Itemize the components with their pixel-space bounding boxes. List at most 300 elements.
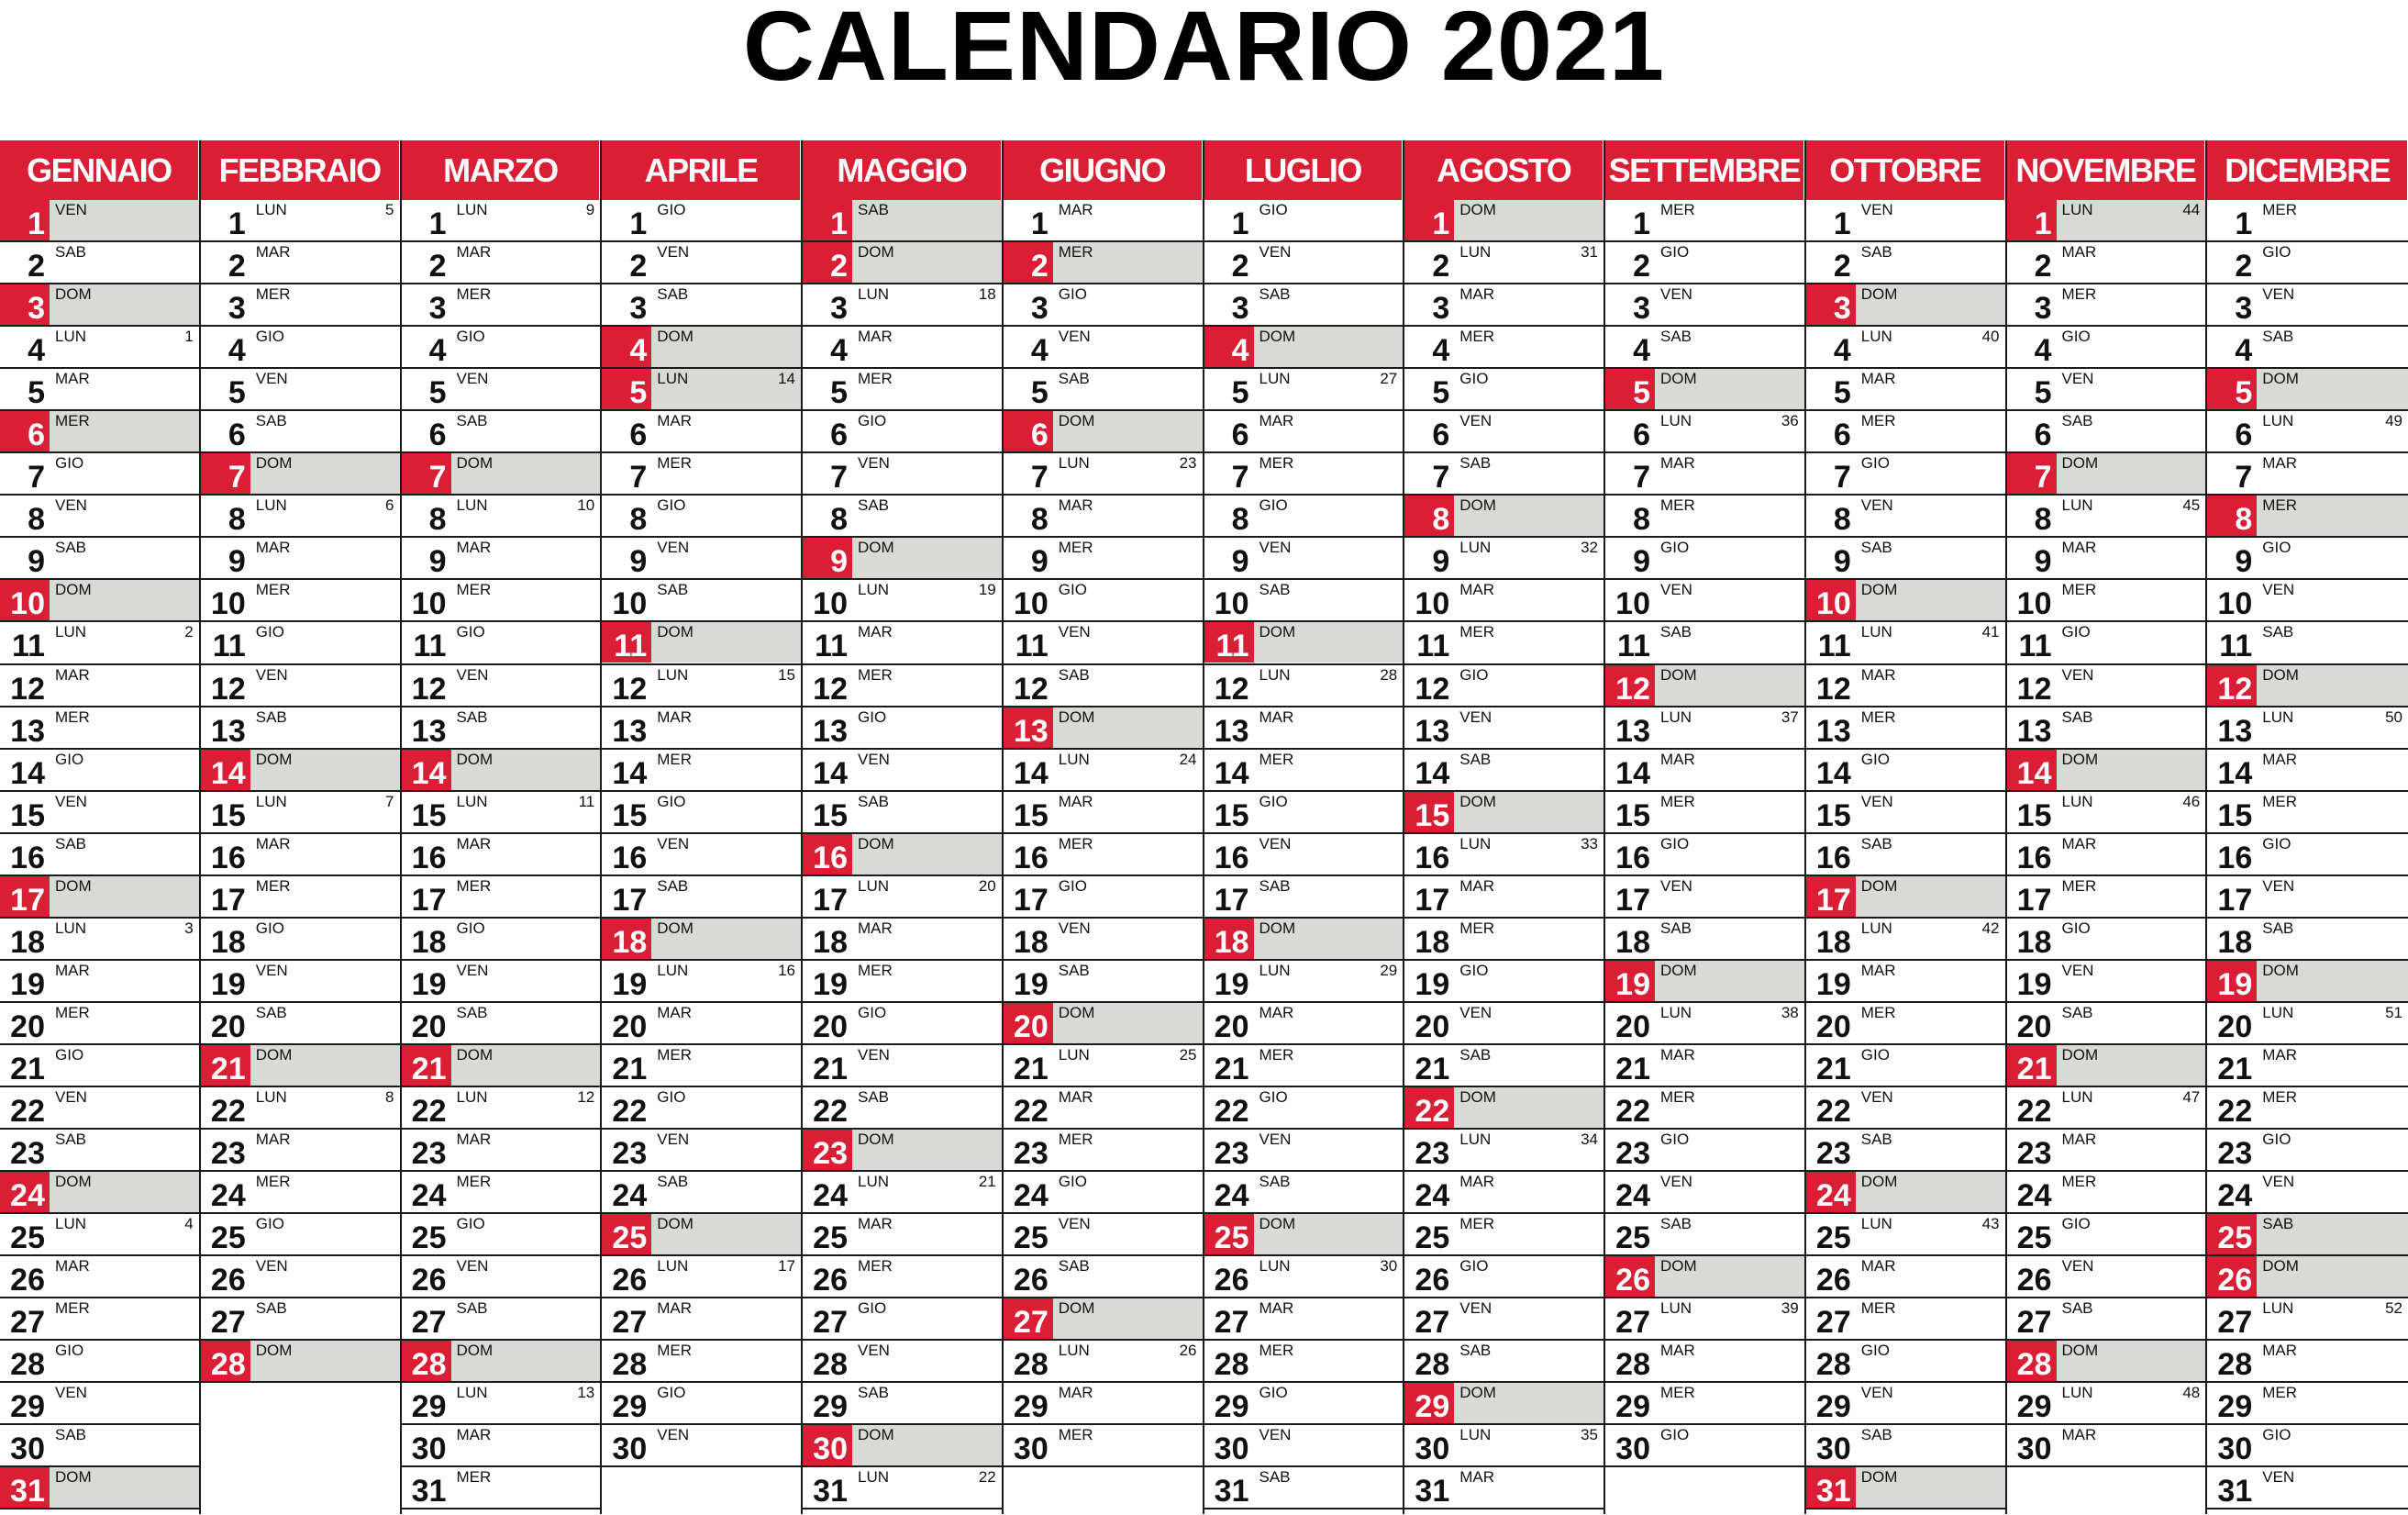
day-row (2207, 1087, 2408, 1130)
weekday-label: SAB (657, 876, 689, 895)
day-row (803, 1003, 1002, 1045)
day-row (1404, 1130, 1603, 1172)
weekday-label: SAB (1660, 919, 1692, 937)
weekday-label: GIO (456, 1215, 485, 1233)
day-row (1204, 1214, 1404, 1256)
day-number: 6 (1833, 418, 1851, 453)
day-number: 7 (402, 453, 451, 494)
week-number: 35 (1581, 1426, 1598, 1444)
day-row (602, 284, 801, 327)
weekday-label: DOM (451, 1341, 601, 1381)
day-row (1004, 284, 1203, 327)
day-number: 22 (411, 1093, 447, 1129)
day-number: 14 (1013, 755, 1049, 791)
day-number: 14 (2007, 750, 2057, 790)
weekday-label: VEN (55, 792, 87, 810)
weekday-label: GIO (1660, 243, 1690, 262)
day-number: 4 (2034, 333, 2052, 369)
day-row (1404, 580, 1603, 622)
day-number: 15 (210, 797, 246, 833)
weekday-label: GIO (657, 792, 686, 810)
day-row (402, 792, 601, 834)
day-number: 10 (2217, 586, 2253, 622)
weekday-label: DOM (1856, 1467, 2005, 1508)
week-number: 20 (978, 876, 996, 895)
day-number: 17 (813, 882, 848, 918)
day-row (2007, 1256, 2206, 1298)
day-number: 24 (2016, 1178, 2052, 1214)
weekday-label: DOM (1053, 707, 1203, 748)
day-number: 18 (1815, 924, 1851, 960)
day-number: 25 (411, 1220, 447, 1256)
week-number: 15 (778, 665, 795, 684)
day-number: 25 (1204, 1214, 1254, 1254)
day-row (2207, 580, 2408, 622)
day-number: 20 (1415, 1008, 1450, 1044)
day-number: 21 (1013, 1051, 1049, 1086)
day-number: 2 (2034, 249, 2052, 284)
day-number: 16 (10, 840, 45, 875)
day-row (402, 1003, 601, 1045)
weekday-label: GIO (2262, 539, 2291, 557)
month-column-giugno (1004, 140, 1204, 1514)
weekday-label: SAB (1259, 1468, 1291, 1487)
day-row (1004, 580, 1203, 622)
day-number: 23 (2217, 1136, 2253, 1172)
day-row (1204, 1087, 1404, 1130)
weekday-label: DOM (50, 876, 199, 917)
day-number: 28 (10, 1347, 45, 1383)
weekday-label: VEN (2061, 370, 2094, 388)
weekday-label: LUN 48 (2061, 1384, 2201, 1402)
day-number: 11 (1015, 629, 1049, 664)
day-row (1605, 750, 1804, 792)
day-row (1806, 1341, 2005, 1383)
day-row (1605, 411, 1804, 453)
day-number: 4 (428, 333, 447, 369)
day-row (1404, 961, 1603, 1003)
weekday-label: SAB (1459, 1342, 1492, 1360)
day-number: 1 (1833, 206, 1851, 241)
weekday-label: MER (1860, 1299, 1896, 1318)
day-number: 28 (1013, 1347, 1049, 1383)
day-number: 8 (1833, 502, 1851, 538)
weekday-label: MER (1058, 539, 1093, 557)
day-row (1004, 707, 1203, 750)
weekday-label: LUN 38 (1660, 1003, 1799, 1021)
weekday-label: VEN (1259, 539, 1292, 557)
day-row (2007, 369, 2206, 411)
day-number: 23 (210, 1136, 246, 1172)
day-row (2007, 1298, 2206, 1341)
weekday-label: VEN (1459, 707, 1493, 726)
weekday-label: MER (1058, 1426, 1093, 1444)
weekday-label: VEN (858, 1342, 890, 1360)
weekday-label: MER (55, 707, 90, 726)
day-number: 22 (813, 1093, 848, 1129)
day-row (1605, 919, 1804, 961)
day-row (1004, 961, 1203, 1003)
day-number: 24 (411, 1178, 447, 1214)
day-row (1204, 1003, 1404, 1045)
weekday-label: MER (2262, 792, 2298, 810)
day-row (1806, 496, 2005, 538)
day-list (2007, 200, 2206, 1467)
day-number: 6 (1231, 418, 1249, 453)
day-number: 16 (1415, 840, 1450, 875)
day-row (2007, 327, 2206, 369)
weekday-label: DOM (250, 750, 400, 790)
day-row (1404, 750, 1603, 792)
weekday-label: VEN (1459, 1003, 1493, 1021)
day-row (201, 453, 400, 496)
week-number: 45 (2182, 496, 2201, 515)
day-row (602, 1214, 801, 1256)
weekday-label: SAB (1860, 539, 1892, 557)
day-number: 22 (2217, 1093, 2253, 1129)
day-number: 10 (1806, 580, 1856, 620)
weekday-label: MAR (1058, 792, 1093, 810)
weekday-label: VEN (1058, 919, 1091, 937)
day-number: 24 (1806, 1172, 1856, 1212)
weekday-label: VEN (456, 665, 489, 684)
weekday-label: VEN (1058, 1215, 1091, 1233)
day-row (1404, 453, 1603, 496)
day-row (1605, 792, 1804, 834)
day-row (1204, 622, 1404, 664)
day-row (201, 792, 400, 834)
day-number: 18 (1615, 924, 1650, 960)
day-number: 30 (612, 1431, 648, 1467)
weekday-label: MER (858, 961, 893, 979)
day-row (0, 1383, 199, 1425)
weekday-label: MER (2061, 285, 2097, 304)
day-number: 24 (1013, 1178, 1049, 1214)
weekday-label: GIO (1660, 539, 1690, 557)
day-number: 10 (2016, 586, 2052, 622)
day-number: 23 (10, 1136, 45, 1172)
weekday-label: DOM (2057, 750, 2206, 790)
day-row (1806, 453, 2005, 496)
day-row (1806, 1172, 2005, 1214)
weekday-label: GIO (858, 707, 887, 726)
day-row (402, 919, 601, 961)
day-number: 30 (1214, 1431, 1249, 1467)
day-row (1605, 707, 1804, 750)
day-row (2007, 622, 2206, 664)
day-row (1404, 1467, 1603, 1509)
day-row (1605, 622, 1804, 664)
day-row (0, 242, 199, 284)
month-header: MAGGIO (803, 140, 1002, 200)
day-number: 11 (815, 629, 848, 664)
day-row (201, 1256, 400, 1298)
weekday-label: SAB (1660, 328, 1692, 346)
week-number: 13 (577, 1384, 595, 1402)
day-number: 7 (629, 460, 648, 496)
day-row (1806, 1045, 2005, 1087)
day-row (0, 707, 199, 750)
day-number: 24 (612, 1178, 648, 1214)
weekday-label: GIO (1058, 1173, 1087, 1191)
weekday-label: GIO (1259, 1087, 1288, 1106)
day-row (602, 919, 801, 961)
day-number: 13 (1214, 713, 1249, 749)
day-row (402, 1467, 601, 1509)
day-row (2007, 284, 2206, 327)
weekday-label: MER (1259, 1045, 1294, 1064)
day-row (2207, 1425, 2408, 1467)
weekday-label: MAR (1660, 750, 1695, 768)
day-number: 26 (1605, 1256, 1655, 1297)
weekday-label: DOM (1856, 876, 2005, 917)
weekday-label: GIO (456, 919, 485, 937)
day-number: 13 (2217, 713, 2253, 749)
weekday-label: LUN 20 (858, 876, 996, 895)
week-number: 43 (1981, 1215, 2000, 1233)
day-row (2207, 919, 2408, 961)
day-number: 5 (28, 375, 45, 411)
weekday-label: VEN (2262, 285, 2295, 304)
day-row (2207, 1256, 2408, 1298)
day-number: 3 (227, 291, 246, 327)
day-list (803, 200, 1002, 1509)
day-row (1404, 665, 1603, 707)
day-number: 6 (227, 418, 246, 453)
day-number: 1 (2007, 200, 2057, 240)
day-row (1404, 792, 1603, 834)
weekday-label: LUN 47 (2061, 1087, 2201, 1106)
day-number: 29 (2217, 1389, 2253, 1425)
weekday-label: SAB (1058, 665, 1090, 684)
day-number: 21 (201, 1045, 250, 1086)
day-number: 20 (10, 1008, 45, 1044)
day-row (1404, 284, 1603, 327)
day-number: 16 (1615, 840, 1650, 875)
day-row (402, 411, 601, 453)
week-number: 18 (978, 285, 996, 304)
week-number: 47 (2182, 1087, 2201, 1106)
weekday-label: LUN 13 (456, 1384, 595, 1402)
day-number: 6 (629, 418, 648, 453)
day-number: 5 (1833, 375, 1851, 411)
day-number: 29 (1404, 1383, 1454, 1423)
weekday-label: VEN (1058, 328, 1091, 346)
weekday-label: LUN 12 (456, 1087, 595, 1106)
weekday-label: LUN 21 (858, 1173, 996, 1191)
day-row (1806, 622, 2005, 664)
day-number: 13 (1004, 707, 1053, 748)
day-number: 17 (612, 882, 648, 918)
day-row (1605, 1003, 1804, 1045)
day-number: 20 (411, 1008, 447, 1044)
week-number: 26 (1179, 1342, 1197, 1360)
weekday-label: SAB (657, 581, 689, 599)
day-number: 8 (1030, 502, 1049, 538)
day-row (2207, 496, 2408, 538)
day-number: 10 (1214, 586, 1249, 622)
day-number: 19 (1013, 966, 1049, 1002)
weekday-label: VEN (456, 1257, 489, 1275)
week-number: 44 (2182, 201, 2201, 218)
day-row (0, 1003, 199, 1045)
day-number: 24 (1214, 1178, 1249, 1214)
day-row (1605, 1341, 1804, 1383)
day-row (402, 1425, 601, 1467)
weekday-label: MAR (1860, 665, 1896, 684)
day-number: 29 (1815, 1389, 1851, 1425)
weekday-label: MAR (1259, 1299, 1294, 1318)
day-row (2207, 1130, 2408, 1172)
day-number: 23 (1615, 1136, 1650, 1172)
day-number: 11 (2018, 629, 2052, 664)
day-row (803, 242, 1002, 284)
day-number: 4 (602, 327, 651, 367)
week-number: 49 (2385, 412, 2402, 430)
weekday-label: SAB (2262, 623, 2294, 641)
day-row (1204, 411, 1404, 453)
weekday-label: DOM (1254, 622, 1404, 663)
week-number: 3 (184, 919, 194, 937)
day-row (0, 1087, 199, 1130)
weekday-label: MAR (1459, 876, 1495, 895)
day-number: 17 (1415, 882, 1450, 918)
weekday-label: DOM (852, 834, 1002, 874)
weekday-label: LUN 42 (1860, 919, 2000, 937)
day-number: 16 (411, 840, 447, 875)
day-number: 3 (428, 291, 447, 327)
day-number: 15 (411, 797, 447, 833)
day-row (1004, 750, 1203, 792)
day-row (1806, 242, 2005, 284)
day-number: 11 (1617, 629, 1650, 664)
week-number: 30 (1380, 1257, 1398, 1275)
day-row (2007, 1003, 2206, 1045)
day-row (1404, 369, 1603, 411)
day-list (1806, 200, 2005, 1509)
day-number: 28 (612, 1347, 648, 1383)
weekday-label: MER (1660, 1384, 1695, 1402)
day-number: 20 (210, 1008, 246, 1044)
day-row (0, 1256, 199, 1298)
day-number: 30 (1415, 1431, 1450, 1467)
day-row (402, 750, 601, 792)
day-row (1204, 792, 1404, 834)
day-number: 31 (0, 1467, 50, 1508)
day-row (1806, 411, 2005, 453)
day-row (2207, 1214, 2408, 1256)
day-number: 4 (830, 333, 848, 369)
day-row (1204, 961, 1404, 1003)
weekday-label: MER (1860, 412, 1896, 430)
day-number: 6 (2235, 418, 2253, 453)
day-row (803, 961, 1002, 1003)
weekday-label: MER (1459, 1215, 1495, 1233)
weekday-label: LUN 29 (1259, 961, 1398, 979)
day-row (2007, 242, 2206, 284)
day-row (0, 284, 199, 327)
day-number: 21 (1415, 1051, 1450, 1086)
day-row (1605, 1298, 1804, 1341)
day-number: 12 (612, 671, 648, 707)
day-row (1605, 327, 1804, 369)
day-number: 10 (210, 586, 246, 622)
weekday-label: GIO (456, 328, 485, 346)
weekday-label: GIO (2262, 243, 2291, 262)
weekday-label: MAR (2262, 1342, 2298, 1360)
day-row (402, 876, 601, 919)
day-row (0, 876, 199, 919)
week-number: 1 (184, 328, 194, 346)
weekday-label: GIO (657, 1087, 686, 1106)
day-row (602, 1298, 801, 1341)
day-number: 9 (28, 544, 45, 580)
day-number: 8 (1633, 502, 1650, 538)
day-number: 11 (1416, 629, 1450, 664)
day-row (1605, 242, 1804, 284)
day-row (2207, 707, 2408, 750)
day-row (803, 919, 1002, 961)
day-number: 28 (1415, 1347, 1450, 1383)
day-number: 15 (1214, 797, 1249, 833)
week-number: 24 (1179, 750, 1197, 768)
weekday-label: LUN 14 (651, 369, 801, 409)
weekday-label: MER (1660, 201, 1695, 218)
weekday-label: LUN 15 (657, 665, 795, 684)
day-row (0, 1467, 199, 1509)
day-number: 18 (813, 924, 848, 960)
weekday-label: SAB (1259, 1173, 1291, 1191)
weekday-label: MAR (1860, 370, 1896, 388)
weekday-label: MER (657, 1342, 693, 1360)
day-number: 19 (1415, 966, 1450, 1002)
week-number: 46 (2182, 792, 2201, 810)
weekday-label: MER (50, 411, 199, 451)
day-row (803, 665, 1002, 707)
day-row (1404, 1383, 1603, 1425)
weekday-label: MER (2257, 496, 2408, 536)
week-number: 16 (778, 961, 795, 979)
day-row (1004, 1045, 1203, 1087)
weekday-label: MER (657, 1045, 693, 1064)
day-number: 10 (1415, 586, 1450, 622)
day-number: 23 (1013, 1136, 1049, 1172)
day-row (201, 369, 400, 411)
weekday-label: SAB (55, 243, 87, 262)
weekday-label: GIO (2061, 623, 2091, 641)
day-row (1404, 1003, 1603, 1045)
weekday-label: MER (1259, 1342, 1294, 1360)
weekday-label: SAB (858, 792, 890, 810)
week-number: 48 (2182, 1384, 2201, 1402)
day-row (402, 1383, 601, 1425)
day-row (1004, 622, 1203, 664)
day-number: 12 (1815, 671, 1851, 707)
weekday-label: LUN 9 (456, 201, 595, 218)
weekday-label: GIO (657, 1384, 686, 1402)
day-row (1004, 665, 1203, 707)
day-row (1404, 1298, 1603, 1341)
day-number: 25 (10, 1220, 45, 1256)
weekday-label: MER (456, 1173, 492, 1191)
weekday-label: MAR (858, 1215, 893, 1233)
day-row (602, 876, 801, 919)
day-row (1605, 369, 1804, 411)
day-row (602, 242, 801, 284)
day-number: 9 (1633, 544, 1650, 580)
day-number: 11 (2219, 629, 2253, 664)
day-row (1004, 919, 1203, 961)
